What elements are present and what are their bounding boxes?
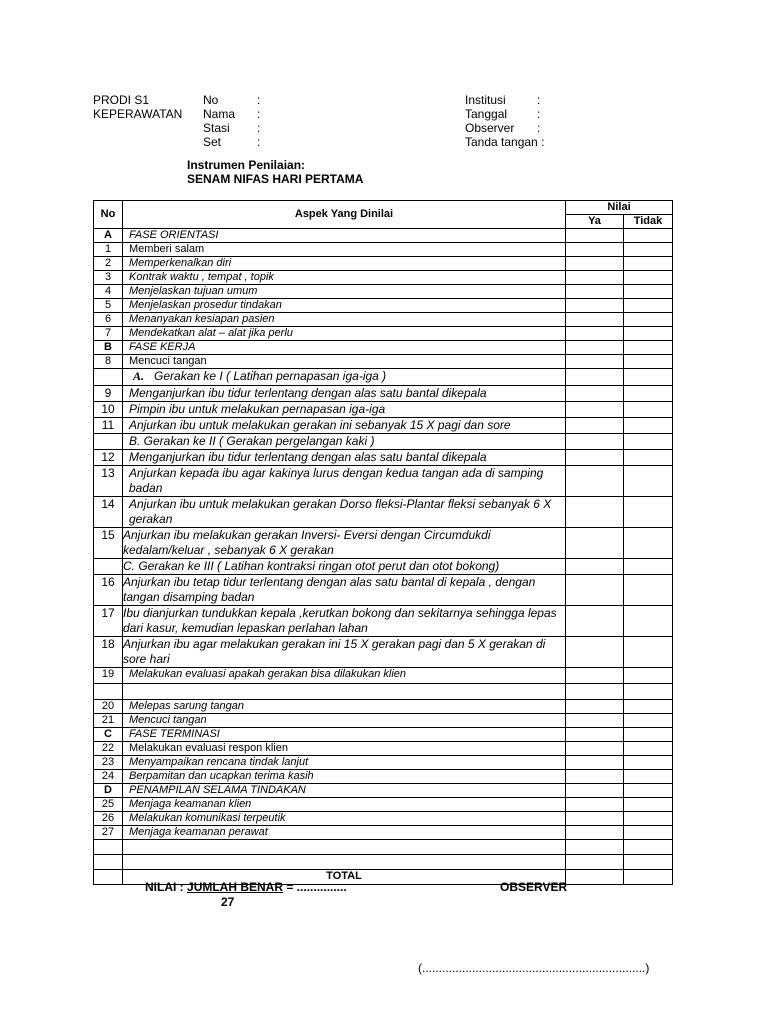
col-nilai-header: Nilai [566, 201, 673, 215]
ya-checkbox-cell[interactable] [566, 700, 624, 714]
table-row [94, 855, 673, 870]
row-text: Menjaga keamanan klien [129, 798, 252, 810]
tidak-checkbox-cell[interactable] [624, 798, 673, 812]
table-row [94, 700, 673, 714]
row-aspect [123, 637, 566, 668]
row-text: Memberi salam [129, 243, 205, 255]
ya-checkbox-cell[interactable] [566, 402, 624, 418]
row-aspect [123, 840, 566, 855]
ya-checkbox-cell[interactable] [566, 466, 624, 497]
row-text: Menjelaskan tujuan umum [129, 285, 258, 297]
row-aspect [123, 355, 566, 369]
table-row [94, 434, 673, 450]
ya-checkbox-cell[interactable] [566, 528, 624, 559]
tidak-checkbox-cell[interactable] [624, 434, 673, 450]
tidak-checkbox-cell[interactable] [624, 402, 673, 418]
ya-checkbox-cell[interactable] [566, 840, 624, 855]
row-number: D [94, 784, 123, 798]
tidak-checkbox-cell[interactable] [624, 466, 673, 497]
total-tidak-cell [624, 870, 673, 885]
ya-checkbox-cell[interactable] [566, 714, 624, 728]
ya-checkbox-cell[interactable] [566, 728, 624, 742]
table-row [94, 355, 673, 369]
table-row [94, 742, 673, 756]
row-text: Menjaga keamanan perawat [129, 826, 268, 838]
row-aspect [123, 497, 566, 528]
table-row [94, 450, 673, 466]
tidak-checkbox-cell[interactable] [624, 355, 673, 369]
row-text: Menganjurkan ibu tidur terlentang dengan alas satu bantal dikepala [129, 450, 487, 464]
tidak-checkbox-cell[interactable] [624, 313, 673, 327]
row-number: C [94, 728, 123, 742]
ya-checkbox-cell[interactable] [566, 784, 624, 798]
row-number: 24 [94, 770, 123, 784]
table-row [94, 606, 673, 637]
row-text: FASE KERJA [129, 341, 196, 353]
row-aspect [123, 756, 566, 770]
colon: : [537, 121, 541, 135]
row-text: Melepas sarung tangan [129, 700, 244, 712]
colon: : [537, 107, 541, 121]
row-text: Berpamitan dan ucapkan terima kasih [129, 770, 314, 782]
table-row [94, 243, 673, 257]
ya-checkbox-cell[interactable] [566, 798, 624, 812]
tidak-checkbox-cell[interactable] [624, 840, 673, 855]
table-row [94, 559, 673, 575]
tidak-checkbox-cell[interactable] [624, 575, 673, 606]
row-number: A [94, 229, 123, 243]
table-row [94, 528, 673, 559]
ya-checkbox-cell[interactable] [566, 559, 624, 575]
row-aspect [123, 402, 566, 418]
table-row [94, 386, 673, 402]
ya-checkbox-cell[interactable] [566, 637, 624, 668]
row-number: 17 [94, 606, 123, 637]
table-row [94, 826, 673, 840]
row-text: Kontrak waktu , tempat , topik [129, 271, 274, 283]
row-text: Anjurkan ibu tetap tidur terlentang dengan alas satu bantal di kepala , dengan tangan disamping badan [123, 575, 536, 604]
tidak-checkbox-cell[interactable] [624, 229, 673, 243]
field-observer-label: Observer [465, 121, 515, 135]
row-number: 8 [94, 355, 123, 369]
row-aspect [123, 341, 566, 355]
row-text: Anjurkan kepada ibu agar kakinya lurus dengan kedua tangan ada di samping badan [129, 466, 544, 495]
table-row [94, 637, 673, 668]
row-aspect [123, 826, 566, 840]
row-aspect [123, 684, 566, 700]
row-aspect [123, 313, 566, 327]
row-number: 1 [94, 243, 123, 257]
col-tidak-header: Tidak [624, 215, 673, 229]
ya-checkbox-cell[interactable] [566, 855, 624, 870]
ya-checkbox-cell[interactable] [566, 575, 624, 606]
row-aspect [123, 299, 566, 313]
ya-checkbox-cell[interactable] [566, 742, 624, 756]
nilai-denominator: 27 [221, 895, 235, 909]
tidak-checkbox-cell[interactable] [624, 812, 673, 826]
ya-checkbox-cell[interactable] [566, 243, 624, 257]
tidak-checkbox-cell[interactable] [624, 369, 673, 386]
row-text: Menanyakan kesiapan pasien [129, 313, 275, 325]
table-row [94, 299, 673, 313]
row-number [94, 559, 123, 575]
row-text: FASE ORIENTASI [129, 229, 219, 241]
tidak-checkbox-cell[interactable] [624, 285, 673, 299]
table-row [94, 840, 673, 855]
row-number: 27 [94, 826, 123, 840]
col-aspek-header: Aspek Yang Dinilai [123, 201, 566, 229]
ya-checkbox-cell[interactable] [566, 826, 624, 840]
row-aspect [123, 466, 566, 497]
field-no-label: No [203, 93, 219, 107]
row-number [94, 840, 123, 855]
row-aspect [123, 855, 566, 870]
ya-checkbox-cell[interactable] [566, 369, 624, 386]
nilai-equals: = ............... [283, 880, 347, 894]
total-no-cell [94, 870, 123, 885]
table-row [94, 341, 673, 355]
row-text: Mencuci tangan [129, 355, 207, 367]
assessment-table [93, 200, 673, 885]
row-number: 20 [94, 700, 123, 714]
row-text: Memperkenalkan diri [129, 257, 232, 269]
row-text: Anjurkan ibu melakukan gerakan Inversi- Eversi dengan Circumdukdi kedalam/keluar , sebanyak 6 X gerakan [123, 528, 491, 557]
ya-checkbox-cell[interactable] [566, 497, 624, 528]
row-aspect [123, 229, 566, 243]
row-number: B [94, 341, 123, 355]
row-aspect [123, 327, 566, 341]
ya-checkbox-cell[interactable] [566, 229, 624, 243]
row-number: 9 [94, 386, 123, 402]
row-text: Melakukan evaluasi respon klien [129, 742, 288, 754]
ya-checkbox-cell[interactable] [566, 327, 624, 341]
row-number: 23 [94, 756, 123, 770]
table-body [94, 229, 673, 870]
field-institusi-label: Institusi [465, 93, 506, 107]
tidak-checkbox-cell[interactable] [624, 684, 673, 700]
tidak-checkbox-cell[interactable] [624, 341, 673, 355]
row-number: 13 [94, 466, 123, 497]
row-text: FASE TERMINASI [129, 728, 220, 740]
row-number: 6 [94, 313, 123, 327]
table-row [94, 575, 673, 606]
ya-checkbox-cell[interactable] [566, 684, 624, 700]
nilai-formula [145, 880, 347, 894]
row-aspect [123, 434, 566, 450]
row-text: Pimpin ibu untuk melakukan pernapasan iga-iga [129, 402, 386, 416]
row-aspect [123, 700, 566, 714]
table-row [94, 466, 673, 497]
row-text: Anjurkan ibu untuk melakukan gerakan ini sebanyak 15 X pagi dan sore [129, 418, 511, 432]
table-row [94, 229, 673, 243]
tidak-checkbox-cell[interactable] [624, 497, 673, 528]
field-nama-label: Nama [203, 107, 236, 121]
tidak-checkbox-cell[interactable] [624, 728, 673, 742]
colon: : [537, 93, 541, 107]
tidak-checkbox-cell[interactable] [624, 826, 673, 840]
row-number: 21 [94, 714, 123, 728]
table-row [94, 418, 673, 434]
tidak-checkbox-cell[interactable] [624, 637, 673, 668]
ya-checkbox-cell[interactable] [566, 418, 624, 434]
row-aspect [123, 386, 566, 402]
row-text: Gerakan ke I ( Latihan pernapasan iga-iga ) [154, 369, 387, 383]
row-number: 10 [94, 402, 123, 418]
instrument-title: Instrumen Penilaian: [187, 158, 306, 172]
tidak-checkbox-cell[interactable] [624, 386, 673, 402]
row-aspect [123, 714, 566, 728]
nilai-label: NILAI : [145, 880, 184, 894]
row-aspect [123, 770, 566, 784]
row-number: 4 [94, 285, 123, 299]
tidak-checkbox-cell[interactable] [624, 714, 673, 728]
row-aspect [123, 257, 566, 271]
row-number: 15 [94, 528, 123, 559]
row-text: Menyampaikan rencana tindak lanjut [129, 756, 309, 768]
table-row [94, 313, 673, 327]
table-row [94, 798, 673, 812]
row-text: B. Gerakan ke II ( Gerakan pergelangan kaki ) [129, 434, 375, 448]
ya-checkbox-cell[interactable] [566, 285, 624, 299]
row-aspect [123, 798, 566, 812]
tidak-checkbox-cell[interactable] [624, 271, 673, 285]
table-row [94, 668, 673, 684]
row-prefix: A. [133, 369, 145, 383]
row-text: C. Gerakan ke III ( Latihan kontraksi ringan otot perut dan otot bokong) [123, 559, 500, 573]
row-number: 7 [94, 327, 123, 341]
ya-checkbox-cell[interactable] [566, 386, 624, 402]
ya-checkbox-cell[interactable] [566, 756, 624, 770]
row-number: 25 [94, 798, 123, 812]
row-aspect [123, 559, 566, 575]
colon: : [257, 107, 261, 121]
table-row [94, 728, 673, 742]
field-tanda-tangan-label: Tanda tangan : [465, 135, 545, 149]
observer-label: OBSERVER [500, 880, 568, 894]
tidak-checkbox-cell[interactable] [624, 243, 673, 257]
ya-checkbox-cell[interactable] [566, 313, 624, 327]
tidak-checkbox-cell[interactable] [624, 327, 673, 341]
ya-checkbox-cell[interactable] [566, 257, 624, 271]
field-tanggal-label: Tanggal [465, 107, 508, 121]
ya-checkbox-cell[interactable] [566, 770, 624, 784]
table-row [94, 784, 673, 798]
tidak-checkbox-cell[interactable] [624, 770, 673, 784]
row-aspect [123, 728, 566, 742]
colon: : [257, 135, 261, 149]
row-number: 26 [94, 812, 123, 826]
table-row [94, 714, 673, 728]
row-aspect [123, 369, 566, 386]
tidak-checkbox-cell[interactable] [624, 450, 673, 466]
row-text: Menjelaskan prosedur tindakan [129, 299, 282, 311]
ya-checkbox-cell[interactable] [566, 606, 624, 637]
row-text: Mencuci tangan [129, 714, 207, 726]
row-aspect [123, 243, 566, 257]
row-aspect [123, 606, 566, 637]
table-row [94, 770, 673, 784]
row-aspect [123, 450, 566, 466]
row-aspect [123, 528, 566, 559]
tidak-checkbox-cell[interactable] [624, 784, 673, 798]
instrument-subtitle: SENAM NIFAS HARI PERTAMA [187, 172, 364, 186]
tidak-checkbox-cell[interactable] [624, 855, 673, 870]
ya-checkbox-cell[interactable] [566, 812, 624, 826]
row-aspect [123, 784, 566, 798]
total-label: TOTAL [123, 870, 566, 885]
row-number [94, 855, 123, 870]
row-number: 12 [94, 450, 123, 466]
table-row [94, 756, 673, 770]
tidak-checkbox-cell[interactable] [624, 700, 673, 714]
colon: : [257, 121, 261, 135]
row-text: Melakukan evaluasi apakah gerakan bisa dilakukan klien [129, 668, 407, 680]
row-aspect [123, 668, 566, 684]
row-number [94, 369, 123, 386]
ya-checkbox-cell[interactable] [566, 668, 624, 684]
col-no-header: No [94, 201, 123, 229]
prodi-label-2: KEPERAWATAN [93, 107, 183, 121]
tidak-checkbox-cell[interactable] [624, 257, 673, 271]
tidak-checkbox-cell[interactable] [624, 668, 673, 684]
row-aspect [123, 742, 566, 756]
tidak-checkbox-cell[interactable] [624, 756, 673, 770]
table-row [94, 369, 673, 386]
ya-checkbox-cell[interactable] [566, 299, 624, 313]
tidak-checkbox-cell[interactable] [624, 742, 673, 756]
tidak-checkbox-cell[interactable] [624, 418, 673, 434]
tidak-checkbox-cell[interactable] [624, 559, 673, 575]
table-row [94, 497, 673, 528]
row-number: 2 [94, 257, 123, 271]
table-row [94, 684, 673, 700]
row-text: Anjurkan ibu untuk melakukan gerakan Dorso fleksi-Plantar fleksi sebanyak 6 X gerakan [129, 497, 552, 526]
tidak-checkbox-cell[interactable] [624, 606, 673, 637]
row-number: 14 [94, 497, 123, 528]
row-text: Anjurkan ibu agar melakukan gerakan ini 15 X gerakan pagi dan 5 X gerakan di sore hari [123, 637, 546, 666]
row-number: 19 [94, 668, 123, 684]
ya-checkbox-cell[interactable] [566, 271, 624, 285]
row-aspect [123, 271, 566, 285]
row-text: Ibu dianjurkan tundukkan kepala ,kerutkan bokong dan sekitarnya sehingga lepas dari kasur, kemudian lepaskan perlahan lahan [123, 606, 557, 635]
colon: : [257, 93, 261, 107]
row-aspect [123, 812, 566, 826]
field-stasi-label: Stasi [203, 121, 230, 135]
table-row [94, 402, 673, 418]
table-row [94, 271, 673, 285]
row-text: Menganjurkan ibu tidur terlentang dengan alas satu bantal dikepala [129, 386, 487, 400]
row-aspect [123, 418, 566, 434]
table-row [94, 285, 673, 299]
prodi-label: PRODI S1 [93, 93, 150, 107]
row-text: Melakukan komunikasi terpeutik [129, 812, 286, 824]
ya-checkbox-cell[interactable] [566, 450, 624, 466]
ya-checkbox-cell[interactable] [566, 355, 624, 369]
row-number: 5 [94, 299, 123, 313]
row-number: 22 [94, 742, 123, 756]
col-ya-header: Ya [566, 215, 624, 229]
total-ya-cell [566, 870, 624, 885]
tidak-checkbox-cell[interactable] [624, 299, 673, 313]
row-number: 18 [94, 637, 123, 668]
field-set-label: Set [203, 135, 222, 149]
table-row [94, 812, 673, 826]
row-text: Mendekatkan alat – alat jika perlu [129, 327, 293, 339]
row-number [94, 434, 123, 450]
row-number: 3 [94, 271, 123, 285]
ya-checkbox-cell[interactable] [566, 341, 624, 355]
row-number [94, 684, 123, 700]
row-number: 11 [94, 418, 123, 434]
signature-line: (...................................................................) [418, 961, 650, 975]
table-row [94, 327, 673, 341]
row-aspect [123, 575, 566, 606]
tidak-checkbox-cell[interactable] [624, 528, 673, 559]
jumlah-benar: JUMLAH BENAR [187, 880, 284, 894]
row-text: PENAMPILAN SELAMA TINDAKAN [129, 784, 306, 796]
row-aspect [123, 285, 566, 299]
ya-checkbox-cell[interactable] [566, 434, 624, 450]
row-number: 16 [94, 575, 123, 606]
table-row [94, 257, 673, 271]
